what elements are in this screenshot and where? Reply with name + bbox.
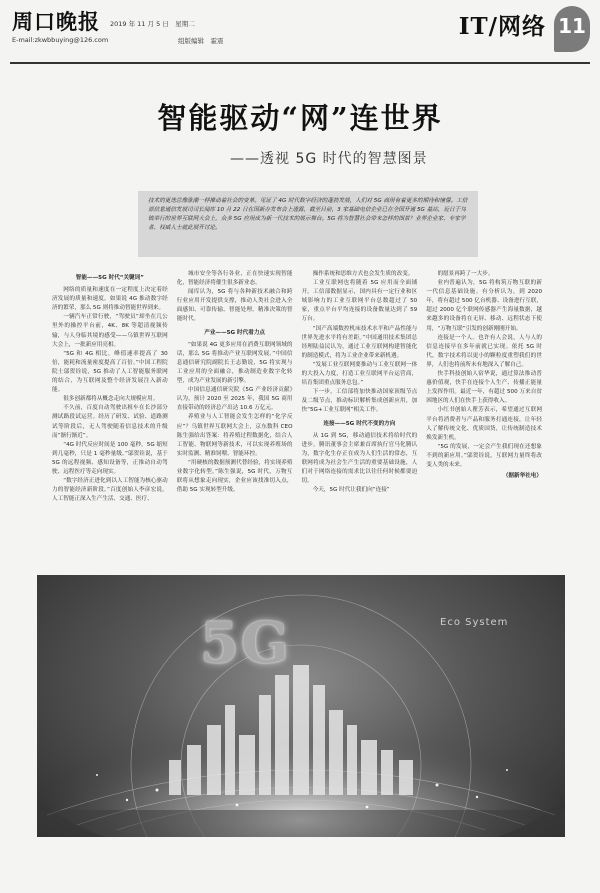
paragraph: “用硬核的数据预测代替经验，将实现养殖业数字化转型。”陈生强说，5G 时代，万物互联将从想象走向现实，企业应该找准切入点，借助 5G 实现转型升级。 xyxy=(176,459,293,494)
paragraph: 下一步，工信部将加快推动国家顶级节点及二级节点，推动标识解析集成创新应用，加快“5G+工业互联网”相关工作。 xyxy=(301,389,418,414)
5g-label: 5G xyxy=(200,610,291,676)
paragraph: 业内普遍认为，5G 将构筑万物互联的新一代信息基础设施。有分析认为，到 2020 年，将有超过 500 亿台机器、设备进行互联，超过 2000 亿个联网传感器产生海量数据，越来越多的设备将在无屏、移动、远程状态下使用，“万物互联”引发的创新刚刚开始。 xyxy=(426,280,542,332)
paragraph: 工业互联网也将随着 5G 应用而全面铺开。工信部数据显示，国内具有一定行业和区域影响力的工业互联网平台总数超过了 50 家，重点平台平均连接的设备数量达到了 59 万台。 xyxy=(301,280,418,323)
eco-system-label: Eco System xyxy=(440,617,509,628)
paragraph: 今天，5G 时代让我们向“连接” xyxy=(312,487,390,494)
page-number-badge: 11 xyxy=(554,6,590,52)
paragraph: 从 1G 到 5G，移动通信技术将给时代的进步。腾讯董事会主席兼首席执行官马化腾认为，数字化生存正在成为人们生活的常态，互联网将成为社会生产生活的重要基础设施，人们对于网络连接的需求比以往任何时候都要迫切。 xyxy=(301,432,418,485)
paragraph: 的愿景再跨了一大步。 xyxy=(437,271,494,277)
paragraph: 连接是一个人。也许有人会说，人与人的信息连接早在多年前就已实现。依托 5G 时代，数字技术将以更小的颗粒度重塑我们的世界，人们也将前所未有地深入了解自己。 xyxy=(426,334,542,368)
paragraph: 养殖业与人工智能会发生怎样的“化学反应”？乌镇世界互联网大会上，京东数科 CEO 陈生强给出答案：将养殖过程数据化，结合人工智能、物联网等新技术，可以实现养殖场的实时监测、精准饲喂、智能环控。 xyxy=(176,414,293,457)
section-title: IT/网络 xyxy=(458,13,546,40)
paragraph: 中国信息通信研究院《5G 产业经济贡献》认为，预计 2020 至 2025 年，我国 5G 商用直接带动的经济总产出达 10.6 万亿元。 xyxy=(176,387,293,412)
paragraph: “发展工业互联网要推动与工业互联网一体的大投入力度，打造工业互联网平台运营商，培育集团重点服务总包。” xyxy=(301,361,418,387)
paragraph: 网络的质量和速度在一定程度上决定着经济发展的质量和速度。如果说 4G 推动数字经济的繁荣，那么 5G 则将推动智能世界到来。 xyxy=(52,287,168,312)
paragraph: 闻库认为，5G 将与各种新技术融合和跨行业应用开发提供支撑，推动人类社会进入全面感知、可靠传输、智能处理、精准决策的智能时代。 xyxy=(176,289,293,323)
text-column xyxy=(52,270,168,566)
newspaper-logo: 周口晚报 xyxy=(12,9,100,34)
text-column xyxy=(177,270,293,566)
section-subheading: 连接——5G 时代不变的方向 xyxy=(323,420,396,427)
section-subheading: 智能——5G 时代“关键词” xyxy=(75,275,144,281)
masthead-rule xyxy=(10,62,590,64)
article-body xyxy=(52,270,542,566)
paragraph: 操作系统和思维方式也会发生质的改变。 xyxy=(312,271,414,277)
text-column xyxy=(426,270,542,566)
paragraph: “数字经济正进化到以人工智能为核心驱动力的智能经济新阶段。”百度创始人李彦宏说，人工智能正深入生产生活、交通、医疗、 xyxy=(52,478,168,503)
paragraph: 一辆汽车正常行驶，“驾驶员”却坐在几公里外的操控平台前，4K、8K 等超清视频传输，与人身临其境的感受——乌镇世界互联网大会上，一批新应用亮相。 xyxy=(52,314,168,348)
paragraph: “国产高端数控机床技术水平和产品性能与世界先进水平将有差距。”中国通用技术集团总经理陆益民认为，通过工业互联网构建智能化的制造模式，将为工业企业带来新机遇。 xyxy=(301,325,418,359)
paragraph: 很多创新都将从概念走向大规模应用。 xyxy=(63,396,159,403)
article-source: （据新华社电） xyxy=(502,473,542,480)
5g-city-photo xyxy=(37,575,565,837)
paragraph: “如果说 4G 更多应用在消费互联网领域的话，那么 5G 将推动产业互联网发展。”中国信息通信研究院副院长王志勤说，5G 将实现与工业应用的全面融合，推动制造业数字化转型，成为产业发展的新引擎。 xyxy=(176,341,293,385)
paragraph: 小红书创始人瞿芳表示，希望通过互联网平台将消费者与产品和服务打通连接，让年轻人了解传统文化、优质国货，让传统制造技术焕发新生机。 xyxy=(426,407,542,441)
issue-date: 2019 年 11 月 5 日 星期二 xyxy=(110,20,195,28)
article-subhead: ——透视 5G 时代的智慧图景 xyxy=(230,151,428,167)
editor-credit: 组版编辑 霍震 xyxy=(178,37,224,45)
masthead xyxy=(10,6,590,62)
paragraph: 城市安全等各行各业，正在快速实现智能化，智能经济将催生很多新业态。 xyxy=(176,271,293,287)
paragraph: “5G 的发展，一定会产生我们现在还想象不到的新应用。”邬贺铨说，互联网力量终将改变人类的未来。 xyxy=(426,443,542,468)
email-address: E-mail:zkwbbuying@126.com xyxy=(12,36,109,44)
section-subheading: 产业——5G 时代看力点 xyxy=(204,329,266,336)
article-lede: 技术的更迭总像涨潮一样推动着社会的变革。见证了 4G 时代数字经济的蓬勃发展，人们对 5G 商用有着更多的期待和憧憬。工信部信息通信发展司司长闻库 10 月 22 日在国新办发布会上透露，截至目前，3 家基础电信企业已在全国开通 5G 基站，近日于乌镇举行的世界互联网大会上，众多 5G 应用成为新一代技术的展示舞台。5G 将为智慧社会带来怎样的图景？业界企业家、专家学者、权威人士就此展开讨论。 xyxy=(138,191,478,257)
paragraph: “4G 时代反应时间是 100 毫秒，5G 缩短到几毫秒，只是 1 毫秒量级。”邬贺铨说，基于 5G 的远程视频、感知设备等，正推动自动驾驶、远程医疗等走向现实。 xyxy=(52,441,168,475)
paragraph: “5G 和 4G 相比，峰值速率提高了 30 倍，能耗和流量密度提高了百倍。”中国工程院院士邬贺铨说，5G 推动了人工智能服务联网的结合，为互联网及整个经济发展注入新动能。 xyxy=(52,350,168,394)
text-column xyxy=(302,270,418,566)
city-illustration xyxy=(37,575,565,837)
paragraph: 不久前，百度自动驾驶出租车在长沙部分测试路段试运营。经历了研发、试验、道路测试等阶段后，无人驾驶随着信息技术的升级而“渐行渐近”。 xyxy=(52,405,168,439)
article-headline: 智能驱动“网”连世界 xyxy=(157,101,443,135)
paragraph: 快手科技创始人宿华说，通过算法推动普惠价值观，快手在连接个人生产、传播正能量上发挥作用。最近一年，有超过 500 万来自贫困地区的人们在快手上获得收入。 xyxy=(426,371,542,405)
